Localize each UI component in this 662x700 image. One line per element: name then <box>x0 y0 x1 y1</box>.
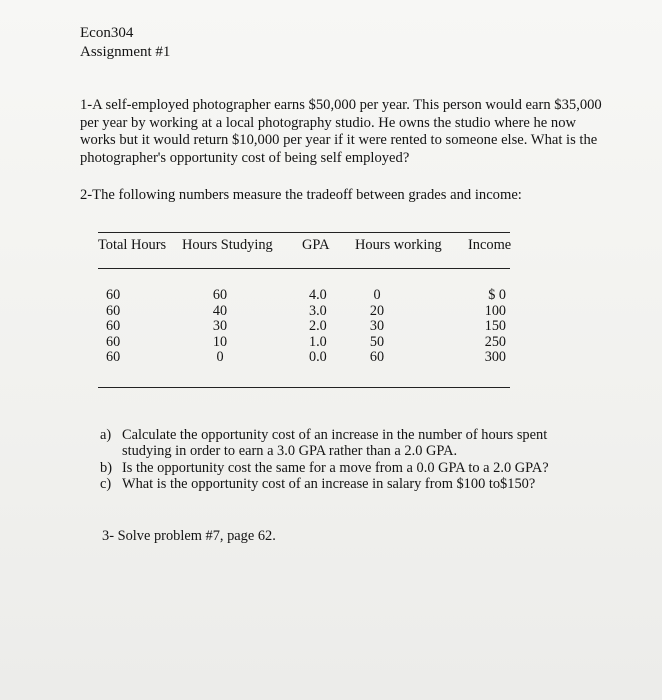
table-header-total-hours: Total Hours <box>98 237 167 253</box>
assignment-title: Assignment #1 <box>80 44 171 60</box>
question-2-intro: 2-The following numbers measure the tradeoff between grades and income: <box>80 187 522 203</box>
table-cell: 3.0 <box>309 302 327 319</box>
table-cell: 0 <box>216 349 224 366</box>
table-cell: 40 <box>212 302 228 319</box>
table-header-hours-working: Hours working <box>355 237 442 253</box>
table-cell: 4.0 <box>309 287 327 303</box>
table-cell: 1.0 <box>309 333 327 350</box>
column-hours-working <box>362 288 392 366</box>
question-1-line: works but it would return $10,000 per year if it were rented to someone else. What is the <box>80 132 598 148</box>
subquestion-label: b) <box>100 459 112 476</box>
table-bottom-rule <box>98 387 510 388</box>
table-cell: 2.0 <box>309 318 327 335</box>
table-cell: 60 <box>106 302 121 319</box>
table-top-rule <box>98 232 510 233</box>
table-cell: 250 <box>484 333 506 350</box>
subquestion-text: studying in order to earn a 3.0 GPA rather than a 2.0 GPA. <box>122 443 458 460</box>
table-cell: 60 <box>212 287 228 303</box>
table-cell: 50 <box>369 333 385 350</box>
course-title: Econ304 <box>80 25 134 41</box>
table-cell: 20 <box>369 302 385 319</box>
table-cell: 60 <box>106 318 121 335</box>
table-cell: 150 <box>484 318 506 335</box>
table-cell: 30 <box>369 318 385 335</box>
table-cell: 10 <box>212 333 228 350</box>
column-hours-studying <box>205 288 235 366</box>
question-1-line: per year by working at a local photography studio. He owns the studio where he now <box>80 114 577 131</box>
table-cell: 60 <box>106 287 121 303</box>
table-cell: 60 <box>369 349 385 366</box>
column-gpa <box>309 288 327 366</box>
question-3: 3- Solve problem #7, page 62. <box>102 528 276 544</box>
column-total-hours <box>106 288 120 366</box>
subquestions <box>100 427 549 493</box>
subquestion-text: What is the opportunity cost of an increase in salary from $100 to$150? <box>122 476 536 493</box>
table-cell: $ 0 <box>488 287 506 303</box>
question-1-line: photographer's opportunity cost of being self employed? <box>80 149 410 166</box>
table-cell: 60 <box>106 349 121 366</box>
subquestion-text: Is the opportunity cost the same for a move from a 0.0 GPA to a 2.0 GPA? <box>122 459 549 476</box>
subquestion-label: a) <box>100 427 112 443</box>
question-1-line: 1-A self-employed photographer earns $50,000 per year. This person would earn $35,000 <box>80 97 602 113</box>
table-header-rule <box>98 268 510 269</box>
subquestion-a <box>100 427 549 443</box>
table-cell: 100 <box>484 302 506 319</box>
column-income <box>466 288 506 366</box>
question-1 <box>80 97 640 167</box>
table-header-income: Income <box>468 237 512 253</box>
table-header-gpa: GPA <box>302 237 330 253</box>
table-cell: 30 <box>212 318 228 335</box>
subquestion-label: c) <box>100 476 112 493</box>
subquestion-c <box>100 476 549 492</box>
table-cell: 60 <box>106 333 121 350</box>
table-cell: 300 <box>484 349 506 366</box>
table-cell: 0 <box>373 287 381 303</box>
table-cell: 0.0 <box>309 349 327 366</box>
table-header-hours-studying: Hours Studying <box>182 237 273 253</box>
subquestion-b <box>100 460 549 476</box>
subquestion-text: Calculate the opportunity cost of an increase in the number of hours spent <box>122 427 548 443</box>
